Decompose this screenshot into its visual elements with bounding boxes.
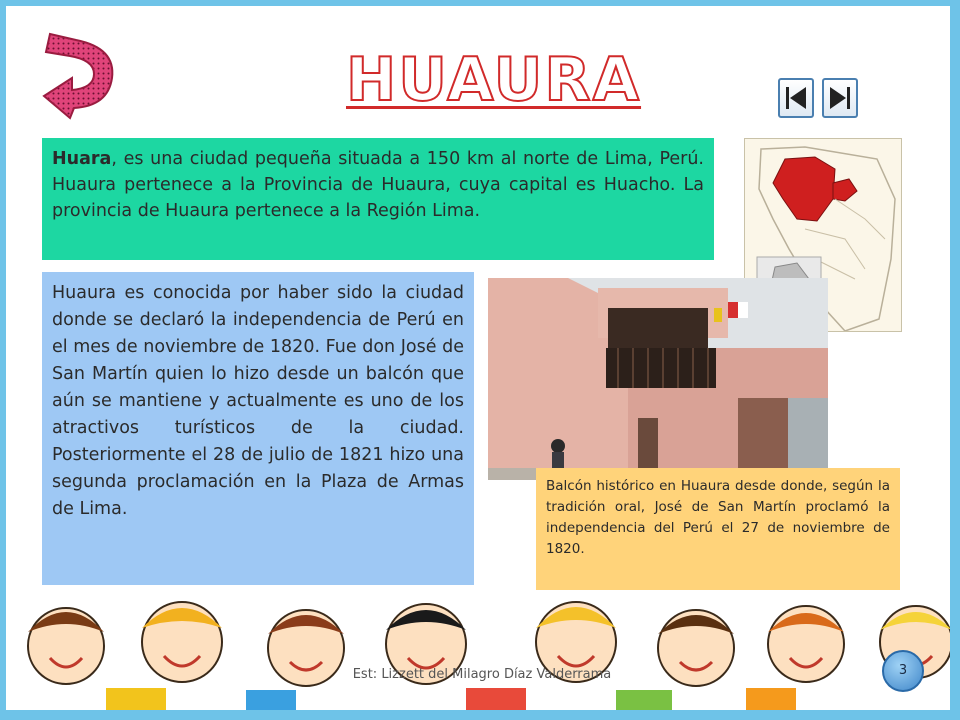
back-arrow-icon[interactable] (36, 26, 122, 122)
children-illustration (6, 592, 950, 710)
skip-to-first-icon (780, 80, 812, 116)
intro-text: , es una ciudad pequeña situada a 150 km al norte de Lima, Perú. Huaura pertenece a la Provincia de Huaura, cuya capital es Huacho. La provincia de Huaura pertenece a la Región Lima. (52, 149, 704, 221)
page-title: HUAURA (346, 45, 642, 115)
slide (6, 6, 950, 710)
footer-author: Est: Lizzett del Milagro Díaz Valderrama (352, 667, 612, 682)
intro-paragraph (42, 138, 714, 260)
history-paragraph: Huaura es conocida por haber sido la ciudad donde se declaró la independencia de Perú en el mes de noviembre de 1820. Fue don José de San Martín quien lo hizo desde un balcón que aún se mantiene y actualmente es uno de los atractivos turísticos de la ciudad. Posteriormente el 28 de julio de 1821 hizo una segunda proclamación en la Plaza de Armas de Lima. (42, 272, 474, 585)
balcony-photo (488, 278, 828, 480)
intro-bold-name: Huara (52, 149, 112, 169)
first-slide-button[interactable] (778, 78, 814, 118)
historic-balcony-image (488, 278, 828, 480)
skip-to-last-icon (824, 80, 856, 116)
page-number-badge: 3 (882, 650, 924, 692)
last-slide-button[interactable] (822, 78, 858, 118)
photo-caption: Balcón histórico en Huaura desde donde, según la tradición oral, José de San Martín proclamó la independencia del Perú el 27 de noviembre de 1820. (536, 468, 900, 590)
